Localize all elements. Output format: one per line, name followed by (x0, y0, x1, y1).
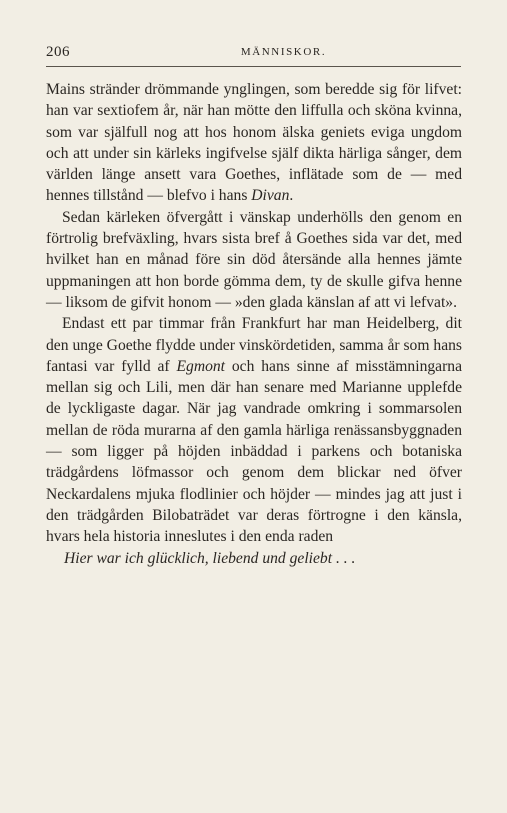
text-run: och hans sinne af misstämningarna mellan sig och Lili, men där han senare med Marianne upplefde de lyckligaste dagar. När jag vandrade omkring i sommarsolen mellan de röda murarna af den gamla härliga renässansbyggnaden — som ligger på höjden inbäddad i parkens och botaniska trädgårdens löfmassor och genom dem blickar ned öfver Neckardalens mjuka flodlinier och höjder — mindes jag att just i den trädgården Bilobaträdet var deras förtrogne i den känsla, hvars hela historia inneslutes i den enda raden (46, 357, 462, 546)
text-run: Mains stränder drömmande ynglingen, som beredde sig för lifvet: han var sextiofem år, när han mötte den liffulla och sköna kvinna, som var själfull nog att hos honom älska geniets eviga ungdom och att under sin kärleks ingifvelse själf dikta härliga sånger, dem världen länge ansett vara Goethes, inflätade som de — med hennes tillstånd — blefvo i hans (46, 81, 462, 205)
paragraph-continuation (46, 79, 462, 207)
text-run: . (289, 187, 294, 205)
header-rule (46, 66, 461, 67)
paragraph-correspondence (46, 207, 462, 313)
text-run: Endast ett par timmar från Frankfurt har man Heidelberg, dit den unge Goethe flydde under vinskördetiden, samma år som hans fantasi var fylld af (46, 315, 462, 375)
italic-title-egmont: Egmont (176, 357, 226, 375)
running-head: MÄNNISKOR. (240, 46, 327, 58)
body-text (46, 79, 462, 569)
page-number: 206 (46, 44, 70, 60)
paragraph-heidelberg (46, 313, 462, 547)
text-run: Sedan kärleken öfvergått i vänskap underhölls den genom en förtrolig brefväxling, hvars sista bref å Goethes sida var det, med hvilket han en månad före sin död återsände alla hennes jämte uppmaningen att hon borde gömma dem, ty de skulle gifva henne — liksom de gifvit honom — »den glada känslan af att vi lefvat». (46, 208, 462, 311)
italic-title-divan: Divan (251, 187, 290, 205)
quote-line: Hier war ich glücklich, liebend und geliebt . . . (64, 549, 356, 567)
page-header (46, 44, 461, 64)
